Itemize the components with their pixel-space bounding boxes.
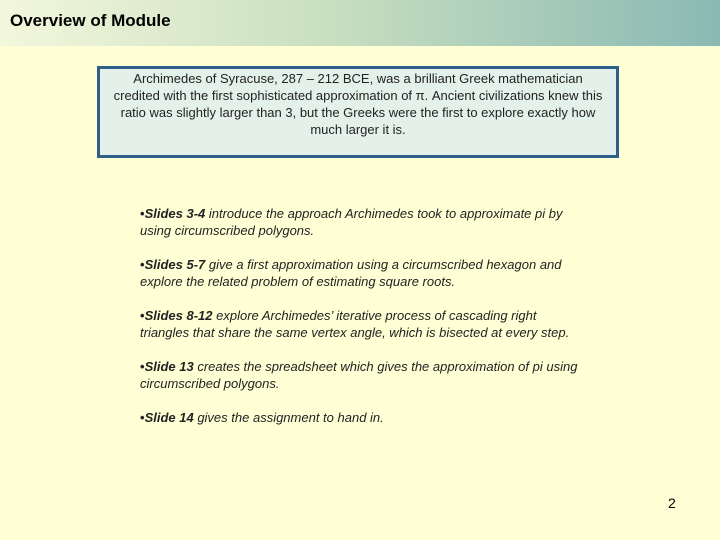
bullet-item xyxy=(140,307,580,341)
bullet-text: creates the spreadsheet which gives the approximation of pi using circumscribed polygons. xyxy=(140,359,578,391)
bullet-text: gives the assignment to hand in. xyxy=(193,410,384,425)
intro-text: Archimedes of Syracuse, 287 – 212 BCE, was a brilliant Greek mathematician credited with the first sophisticated approximation of π. Ancient civilizations knew this ratio was slightly larger than 3, but the Greeks were the first to explore exactly how much larger it is. xyxy=(113,71,603,137)
bullet-marker: • xyxy=(140,359,145,374)
slide-reference: Slides 5-7 xyxy=(144,257,206,272)
bullet-marker: • xyxy=(140,308,145,323)
slide-reference: Slide 14 xyxy=(144,410,194,425)
slide-reference: Slide 13 xyxy=(144,359,194,374)
bullet-marker: • xyxy=(140,410,145,425)
bullet-text: explore Archimedes’ iterative process of cascading right triangles that share the same vertex angle, which is bisected at every step. xyxy=(140,308,570,340)
slide-reference: Slides 3-4 xyxy=(144,206,206,221)
bullet-item xyxy=(140,205,580,239)
intro-text-box xyxy=(97,66,619,158)
bullet-marker: • xyxy=(140,206,145,221)
bullet-list xyxy=(140,205,580,443)
slide-reference: Slides 8-12 xyxy=(144,308,213,323)
bullet-item xyxy=(140,256,580,290)
page-number: 2 xyxy=(668,495,676,511)
bullet-marker: • xyxy=(140,257,145,272)
bullet-item xyxy=(140,358,580,392)
slide-title: Overview of Module xyxy=(10,11,171,30)
slide-header xyxy=(0,0,720,46)
bullet-text: introduce the approach Archimedes took to approximate pi by using circumscribed polygons. xyxy=(140,206,563,238)
bullet-text: give a first approximation using a circumscribed hexagon and explore the related problem of estimating square roots. xyxy=(140,257,562,289)
bullet-item xyxy=(140,409,580,426)
